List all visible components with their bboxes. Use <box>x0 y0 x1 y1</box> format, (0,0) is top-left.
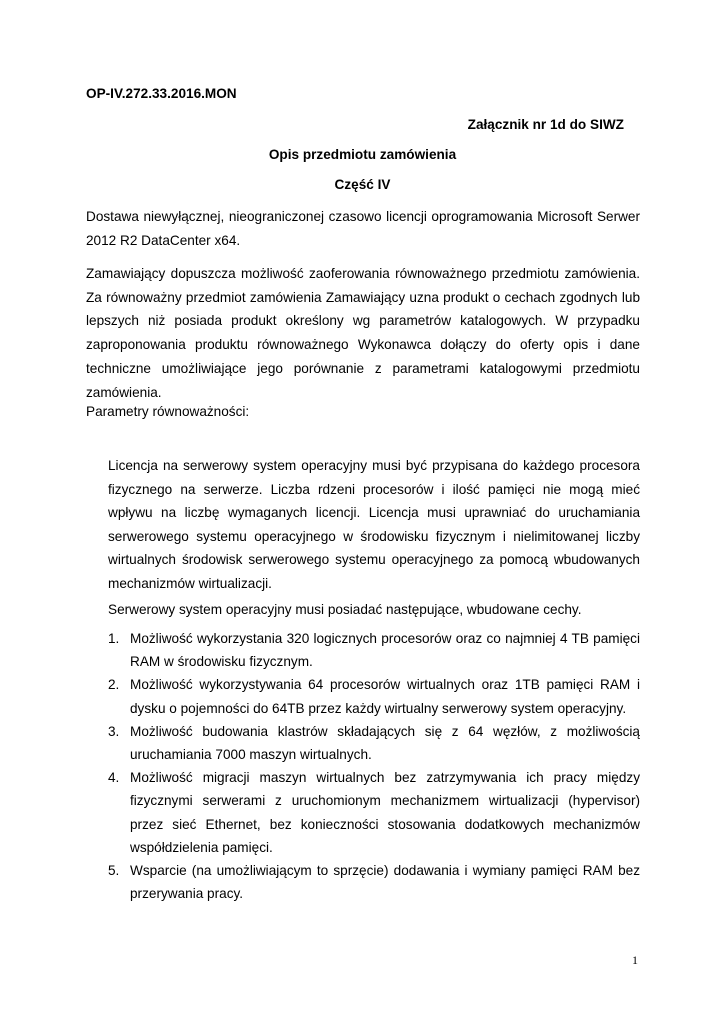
list-item-number: 4. <box>108 770 120 786</box>
list-item-number: 5. <box>108 863 120 879</box>
list-item-number: 1. <box>108 631 120 646</box>
license-paragraph: Licencja na serwerowy system operacyjny musi być przypisana do każdego procesora fizycznego na serwerze. Liczba rdzeni procesorów i ilość pamięci nie mogą mieć wpływu na liczbę wymaganych licencji. Licencja musi uprawniać do uruchamiania serwerowego systemu operacyjnego w środowisku fizycznym i nielimitowanej liczby wirtualnych środowisk serwerowego systemu operacyjnego za pomocą wbudowanych mechanizmów wirtualizacji. <box>108 458 640 591</box>
list-item-text: Możliwość budowania klastrów składających się z 64 węzłów, z możliwością uruchamiania 7000 maszyn wirtualnych. <box>130 723 640 763</box>
delivery-paragraph: Dostawa niewyłącznej, nieograniczonej czasowo licencji oprogramowania Microsoft Serwer 2012 R2 DataCenter x64. <box>86 209 640 248</box>
document-reference: OP-IV.272.33.2016.MON <box>86 86 237 101</box>
document-title: Opis przedmiotu zamówienia <box>268 147 457 162</box>
list-item-number: 3. <box>108 723 120 739</box>
list-item <box>108 720 640 766</box>
list-item <box>108 673 640 719</box>
page-number: 1 <box>632 953 638 967</box>
features-intro: Serwerowy system operacyjny musi posiadać następujące, wbudowane cechy. <box>108 602 582 617</box>
annex-label: Załącznik nr 1d do SIWZ <box>467 117 624 132</box>
list-item-number: 2. <box>108 677 120 693</box>
list-item <box>108 766 640 859</box>
equivalence-params-heading: Parametry równoważności: <box>86 404 250 419</box>
list-item <box>108 859 640 905</box>
list-item-text: Wsparcie (na umożliwiającym to sprzęcie) dodawania i wymiany pamięci RAM bez przerywania pracy. <box>130 863 640 902</box>
equivalence-paragraph: Zamawiający dopuszcza możliwość zaoferowania równoważnego przedmiotu zamówienia. Za równoważny przedmiot zamówienia Zamawiający uzna produkt o cechach zgodnych lub lepszych niż posiada produkt określony wg parametrów katalogowych. W przypadku zaproponowania produktu równoważnego Wykonawca dołączy do oferty opis i dane techniczne umożliwiające jego porównanie z parametrami katalogowymi przedmiotu zamówienia. <box>86 266 640 400</box>
list-item-text: Możliwość wykorzystywania 64 procesorów wirtualnych oraz 1TB pamięci RAM i dysku o pojemności do 64TB przez każdy wirtualny serwerowy system operacyjny. <box>130 677 640 716</box>
list-item <box>108 627 640 673</box>
list-item-text: Możliwość wykorzystania 320 logicznych procesorów oraz co najmniej 4 TB pamięci RAM w środowisku fizycznym. <box>130 631 640 670</box>
part-title: Część IV <box>334 177 391 192</box>
list-item-text: Możliwość migracji maszyn wirtualnych bez zatrzymywania ich pracy między fizycznymi serwerami z uruchomionym mechanizmem wirtualizacji (hypervisor) przez sieć Ethernet, bez konieczności stosowania dodatkowych mechanizmów współdzielenia pamięci. <box>130 770 640 855</box>
features-list <box>108 627 640 905</box>
